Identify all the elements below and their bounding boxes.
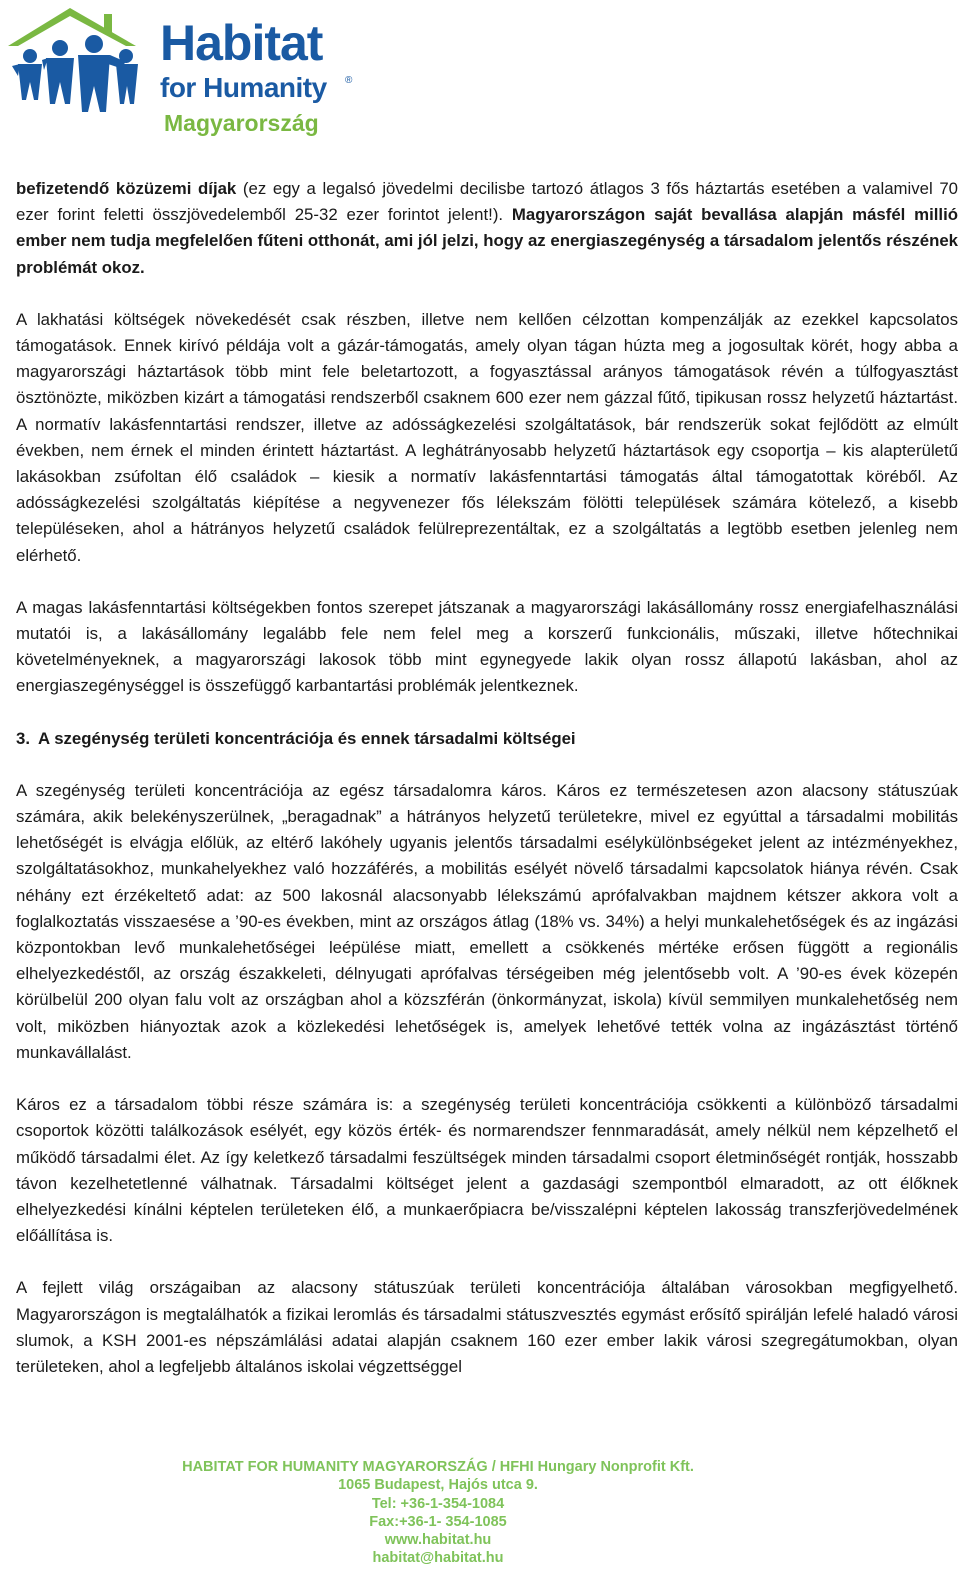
habitat-logo bbox=[8, 4, 358, 149]
footer-address: 1065 Budapest, Hajós utca 9. bbox=[338, 1477, 538, 1494]
footer-organization: HABITAT FOR HUMANITY MAGYARORSZÁG / HFHI Hungary Nonprofit Kft. bbox=[182, 1459, 694, 1475]
logo-text-habitat: Habitat bbox=[160, 15, 323, 71]
footer-fax: Fax:+36-1- 354-1085 bbox=[369, 1513, 507, 1530]
paragraph-bold-text: Magyarországon saját bevallása alapján másfél millió ember nem tudja megfelelően fűteni otthonát, ami jól jelzi, hogy az energiaszegénység a társadalom jelentős részének problémát okoz. bbox=[16, 205, 958, 277]
paragraph-text: (ez egy a legalsó jövedelmi decilisbe tartozó átlagos 3 fős háztartás esetében a valamivel 70 ezer forint feletti összjövedelemből 25-32 ezer forintot jelent!). bbox=[16, 179, 958, 225]
section-number: 3. bbox=[16, 728, 30, 748]
section-heading bbox=[16, 726, 958, 752]
page-footer bbox=[0, 1458, 876, 1568]
logo-text-for-humanity: for Humanity bbox=[160, 72, 327, 103]
registered-mark: ® bbox=[345, 75, 353, 86]
paragraph-energy-costs bbox=[16, 176, 958, 281]
paragraph-social-costs: Káros ez a társadalom többi része számára is: a szegénység területi koncentrációja csökkenti a különböző társadalmi csoportok közötti találkozások esélyét, egy közös érték- és normarendszer fennmaradását, amely nélkül nem képzelhető el működő társadalmi élet. Az így keletkező társadalmi feszültségek minden társadalmi csoport életminőségét rontják, hosszabb távon kezelhetetlenné válhatnak. Társadalmi költséget jelent a gazdasági szempontból elmaradott, az ott élőknek elhelyezkedési kínálni képtelen területeken élő, a munkaerőpiacra be/visszalépni képtelen lakosság transzferjövedelmének előállítása is. bbox=[16, 1095, 958, 1246]
document-body bbox=[16, 176, 958, 1380]
paragraph-urban-slums: A fejlett világ országaiban az alacsony státuszúak területi koncentrációja általában városokban megfigyelhető. Magyarországon is megtalálhatók a fizikai leromlás és társadalmi státuszvesztés egymást erősítő spirálján lefelé haladó városi slumok, a KSH 2001-es népszámlálási adatai alapján csaknem 160 ezer ember lakik városi szegregátumokban, olyan területeken, ahol a legfeljebb általános iskolai végzettséggel bbox=[16, 1278, 958, 1376]
house-people-icon bbox=[8, 4, 158, 144]
paragraph-bold-text: befizetendő közüzemi díjak bbox=[16, 179, 237, 198]
logo-text-country: Magyarország bbox=[164, 110, 319, 136]
paragraph-territorial-concentration: A szegénység területi koncentrációja az egész társadalomra káros. Káros ez természetesen azon alacsony státuszúak számára, akik belekényszerülnek, „beragadnak” a hátrányos helyzetű területekre, mivel ez egyúttal a társadalmi mobilitás lehetőségét is elvágja előlük, az eltérő lakóhely ugyanis jelentős társadalmi esélykülönbségeket jelent az intézményekhez, szolgáltatásokhoz, munkahelyekhez való hozzáférés, a mobilitás esélyét növelő társadalmi kapcsolatok hiánya révén. Csak néhány ezt érzékeltető adat: az 500 lakosnál alacsonyabb lélekszámú aprófalvakban majdnem kétszer akkora volt a foglalkoztatás visszaesése a ’90-es években, mint az országos átlag (18% vs. 34%) a helyi munkalehetőségek és az ingázási központokban levő munkalehetőségei leépülése miatt, emellett a csökkenés mértéke erősen függött a regionális elhelyezkedéstől, az ország északkeleti, délnyugati aprófalvas térségeiben még jelentősebb volt. A ’90-es évek közepén körülbelül 200 olyan falu volt az országban ahol a közszférán (önkormányzat, iskola) kívül semmilyen munkalehetőség nem volt, miközben hiányoztak azok a közlekedési lehetőségek is, amelyek lehetővé tették volna az ingázásztást történő munkavállalást. bbox=[16, 780, 958, 1062]
paragraph-housing-stock: A magas lakásfenntartási költségekben fontos szerepet játszanak a magyarországi lakásállomány rossz energiafelhasználási mutatói is, a lakásállomány legalább fele nem felel meg a korszerű funkcionális, műszaki, illetve hőtechnikai követelményeknek, a magyarországi lakosok több mint egynegyede lakik olyan rossz állapotú lakásban, ahol az energiaszegénységgel is összefüggő karbantartási problémák jelentkeznek. bbox=[16, 597, 958, 696]
footer-phone: Tel: +36-1-354-1084 bbox=[371, 1495, 505, 1512]
footer-website-link[interactable]: www.habitat.hu bbox=[384, 1532, 492, 1549]
footer-email-link[interactable]: habitat@habitat.hu bbox=[372, 1550, 504, 1567]
paragraph-housing-support: A lakhatási költségek növekedését csak részben, illetve nem kellően célzottan kompenzálják az ezekkel kapcsolatos támogatások. Ennek kirívó példája volt a gázár-támogatás, amely olyan tágan húzta meg a jogosultak körét, hogy abba a magyarországi háztartások több mint fele beletartozott, a fogyasztással arányos támogatások révén a túlfogyasztást ösztönözte, miközben kizárt a támogatási rendszerből csaknem 600 ezer nem gázzal fűtő, tipikusan rossz helyzetű háztartást. A normatív lakásfenntartási rendszer, illetve az adósságkezelési szolgáltatások, bár rendszerük sokat fejlődött az elmúlt években, nem érnek el minden érintett háztartást. A leghátrányosabb helyzetű háztartások egy csoportja – kis alapterületű lakásokban zsúfoltan élő családok – kiesik a normatív lakásfenntartási támogatás által támogatottak köréből. Az adósságkezelési szolgáltatás kiépítése a negyvenezer fős lélekszám fölötti települések számára kötelező, a kisebb településeken, ahol a hátrányos helyzetű családok felülreprezentáltak, ez a szolgáltatás a legtöbb esetben jelenleg nem elérhető. bbox=[16, 309, 958, 565]
section-title: A szegénység területi koncentrációja és ennek társadalmi költségei bbox=[38, 728, 576, 748]
